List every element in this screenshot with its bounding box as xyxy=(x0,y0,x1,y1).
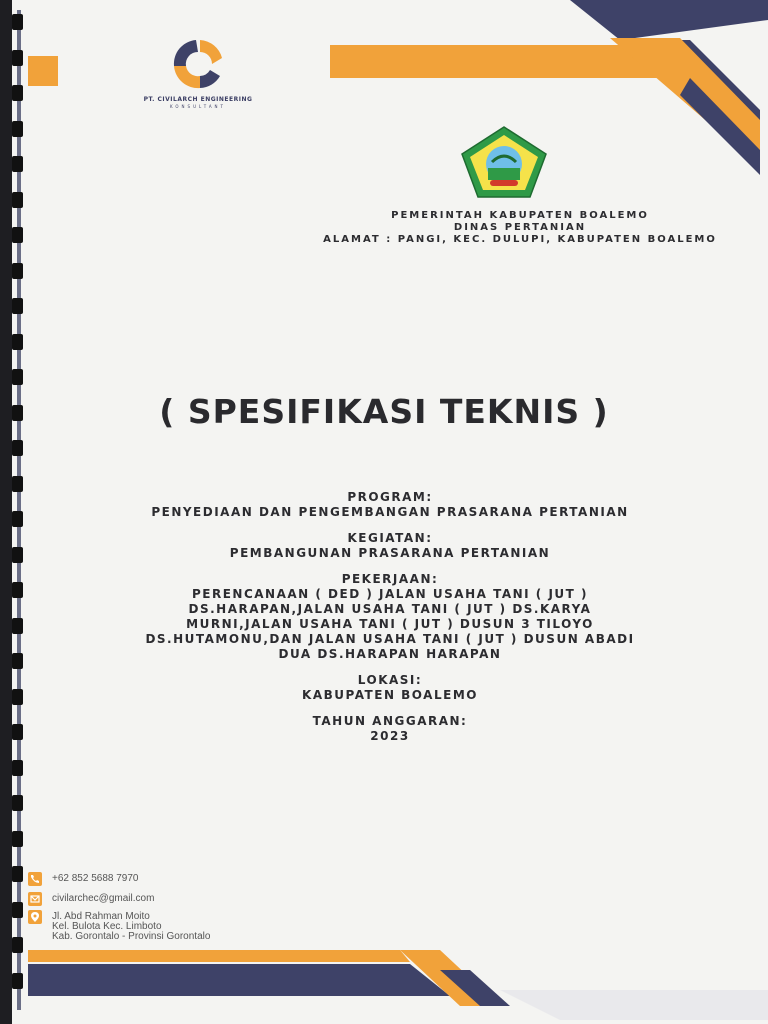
company-logo xyxy=(128,36,268,116)
binding-hole xyxy=(12,582,23,598)
binding-hole xyxy=(12,795,23,811)
binding-hole xyxy=(12,831,23,847)
lokasi-section xyxy=(70,673,710,703)
binding-hole xyxy=(12,547,23,563)
tahun-section xyxy=(70,714,710,744)
address-line-2: Kel. Bulota Kec. Limboto xyxy=(52,921,162,932)
binding-hole xyxy=(12,334,23,350)
binding-hole xyxy=(12,227,23,243)
pekerjaan-label: PEKERJAAN: xyxy=(341,572,439,586)
binding-hole xyxy=(12,511,23,527)
location-icon xyxy=(28,910,42,924)
tahun-value: 2023 xyxy=(370,729,410,743)
pekerjaan-line: DUA DS.HARAPAN HARAPAN xyxy=(278,647,502,661)
top-decoration xyxy=(0,0,768,200)
kegiatan-label: KEGIATAN: xyxy=(347,531,433,545)
binding-hole xyxy=(12,476,23,492)
binding-hole xyxy=(12,760,23,776)
phone-icon xyxy=(28,872,42,886)
binding-hole xyxy=(12,724,23,740)
pekerjaan-line: DS.HUTAMONU,DAN JALAN USAHA TANI ( JUT ) DUSUN ABADI xyxy=(145,632,635,646)
binding-hole xyxy=(12,653,23,669)
company-name: PT. CIVILARCH ENGINEERING xyxy=(143,96,253,103)
program-section xyxy=(70,490,710,520)
binding-hole xyxy=(12,405,23,421)
binding-hole xyxy=(12,263,23,279)
company-subtitle: KONSULTANT xyxy=(170,104,226,109)
binding-hole xyxy=(12,866,23,882)
pekerjaan-line: MURNI,JALAN USAHA TANI ( JUT ) DUSUN 3 TILOYO xyxy=(186,617,594,631)
lokasi-label: LOKASI: xyxy=(357,673,423,687)
binding-hole xyxy=(12,689,23,705)
program-value: PENYEDIAAN DAN PENGEMBANGAN PRASARANA PERTANIAN xyxy=(151,505,629,519)
address-line-1: Jl. Abd Rahman Moito xyxy=(52,911,150,922)
gov-line-3: ALAMAT : PANGI, KEC. DULUPI, KABUPATEN BOALEMO xyxy=(323,234,717,245)
pekerjaan-line: PERENCANAAN ( DED ) JALAN USAHA TANI ( JUT ) xyxy=(191,587,589,601)
gov-line-2: DINAS PERTANIAN xyxy=(453,222,587,233)
company-logo-icon xyxy=(166,36,226,92)
kegiatan-value: PEMBANGUNAN PRASARANA PERTANIAN xyxy=(229,546,551,560)
gov-line-1: PEMERINTAH KABUPATEN BOALEMO xyxy=(391,210,649,221)
bottom-decoration xyxy=(0,930,768,1024)
kegiatan-section xyxy=(70,531,710,561)
binding-hole xyxy=(12,902,23,918)
email-text: civilarchec@gmail.com xyxy=(52,893,155,904)
binding-hole xyxy=(12,298,23,314)
pekerjaan-line: DS.HARAPAN,JALAN USAHA TANI ( JUT ) DS.KARYA xyxy=(188,602,592,616)
pekerjaan-section xyxy=(70,572,710,662)
program-label: PROGRAM: xyxy=(347,490,433,504)
email-icon xyxy=(28,892,42,906)
kabupaten-emblem xyxy=(460,126,548,198)
document-title: ( SPESIFIKASI TEKNIS ) xyxy=(159,392,609,431)
lokasi-value: KABUPATEN BOALEMO xyxy=(302,688,478,702)
phone-text: +62 852 5688 7970 xyxy=(52,873,139,884)
government-header xyxy=(280,210,760,246)
address-line-3: Kab. Gorontalo - Provinsi Gorontalo xyxy=(52,931,211,942)
binding-hole xyxy=(12,369,23,385)
binding-hole xyxy=(12,618,23,634)
document-info xyxy=(70,490,710,755)
binding-hole xyxy=(12,440,23,456)
tahun-label: TAHUN ANGGARAN: xyxy=(312,714,468,728)
